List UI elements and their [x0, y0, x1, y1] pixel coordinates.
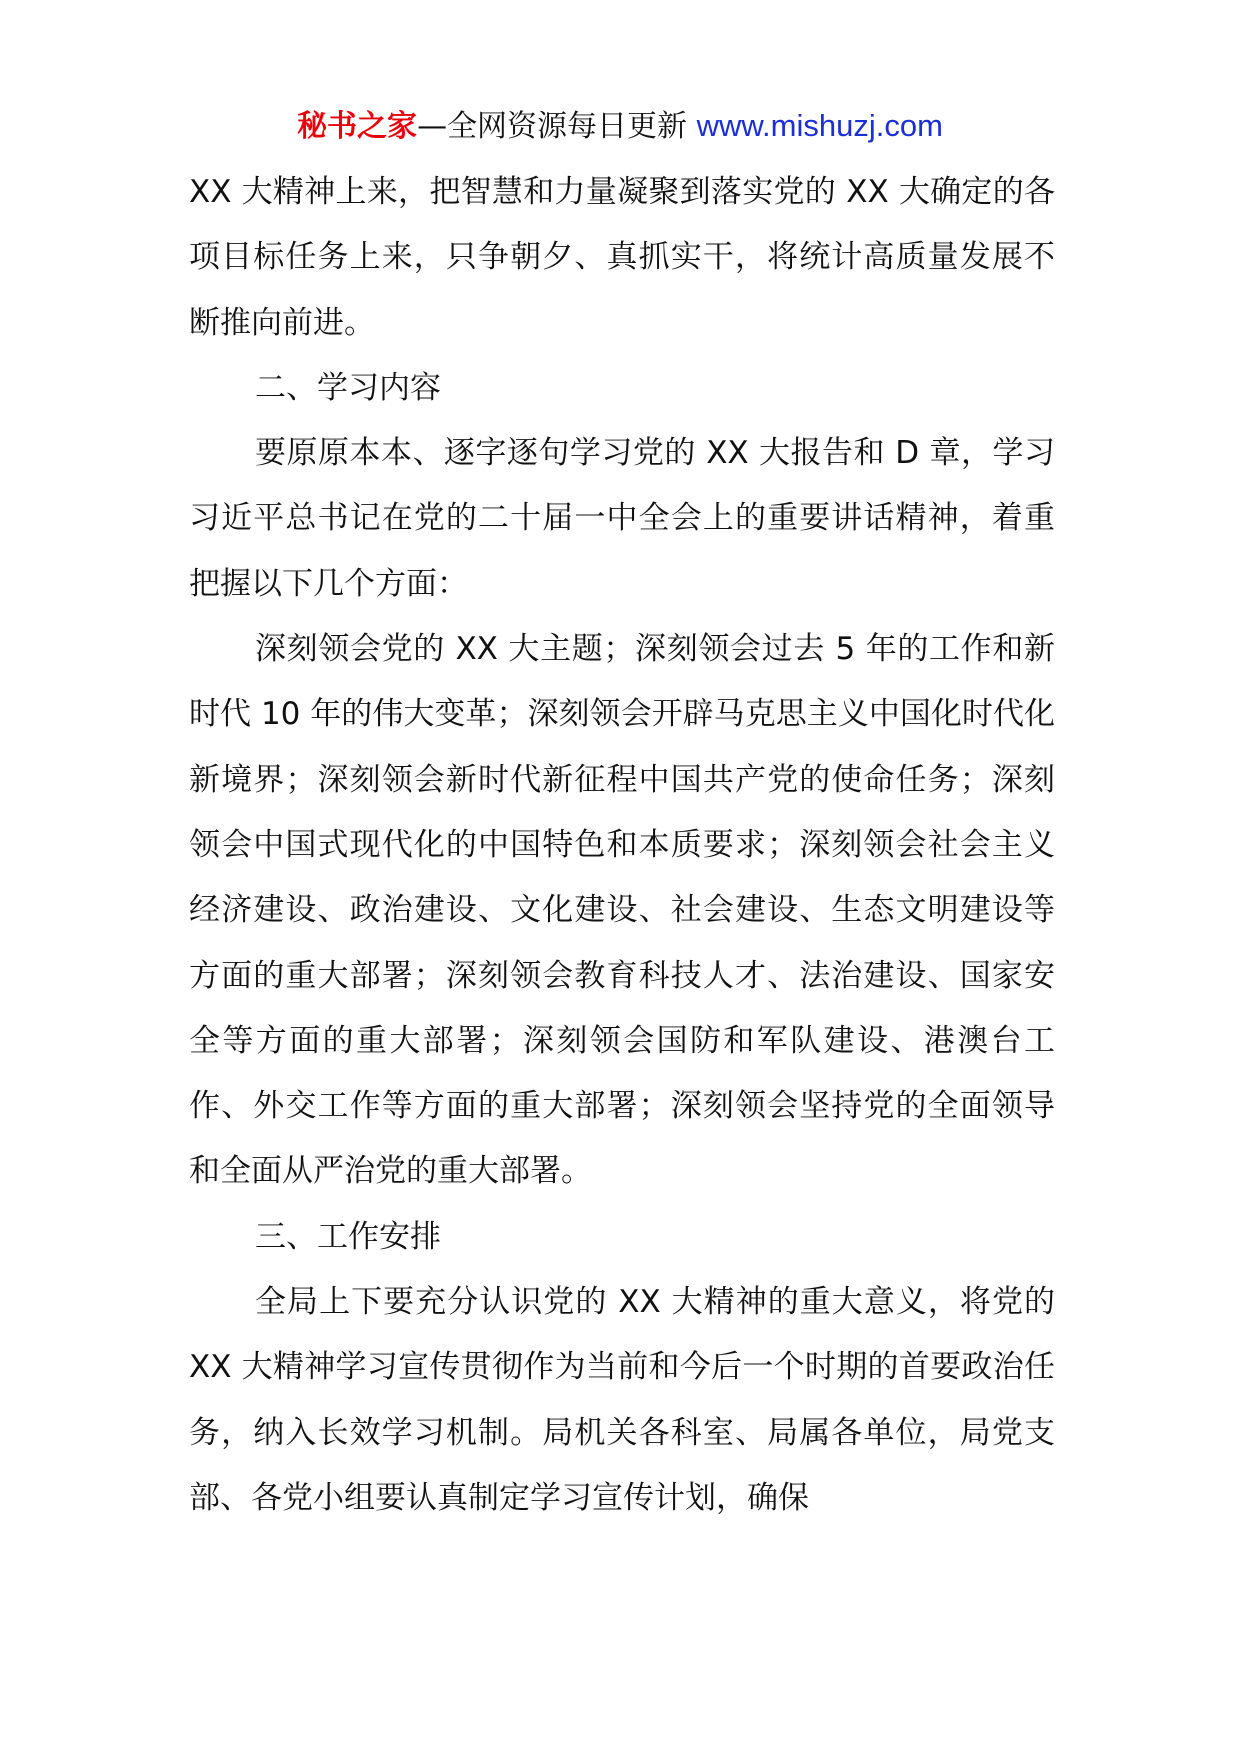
- paragraph-study-points: 深刻领会党的 XX 大主题；深刻领会过去 5 年的工作和新时代 10 年的伟大变革；深刻领会开辟马克思主义中国化时代化新境界；深刻领会新时代新征程中国共产党的使命任务；深刻领会中国式现代化的中国特色和本质要求；深刻领会社会主义经济建设、政治建设、文化建设、社会建设、生态文明建设等方面的重大部署；深刻领会教育科技人才、法治建设、国家安全等方面的重大部署；深刻领会国防和军队建设、港澳台工作、外交工作等方面的重大部署；深刻领会坚持党的全面领导和全面从严治党的重大部署。: [189, 631, 1055, 1190]
- document-body: [189, 160, 1055, 1531]
- section-heading-work-arrangement: 三、工作安排: [255, 1218, 441, 1255]
- paragraph-study-requirements: 要原原本本、逐字逐句学习党的 XX 大报告和 D 章，学习习近平总书记在党的二十届一中全会上的重要讲话精神，着重把握以下几个方面：: [189, 435, 1055, 602]
- page-header: [0, 104, 1240, 149]
- paragraph-continuation: XX 大精神上来，把智慧和力量凝聚到落实党的 XX 大确定的各项目标任务上来，只争朝夕、真抓实干，将统计高质量发展不断推向前进。: [189, 174, 1055, 341]
- section-heading-study-content: 二、学习内容: [255, 369, 441, 406]
- header-slogan: —全网资源每日更新: [417, 109, 688, 144]
- paragraph-work-arrangement: 全局上下要充分认识党的 XX 大精神的重大意义，将党的 XX 大精神学习宣传贯彻作为当前和今后一个时期的首要政治任务，纳入长效学习机制。局机关各科室、局属各单位，局党支部、各党小组要认真制定学习宣传计划，确保: [189, 1284, 1055, 1516]
- brand-name: 秘书之家: [297, 109, 418, 144]
- website-url[interactable]: www.mishuzj.com: [696, 108, 943, 143]
